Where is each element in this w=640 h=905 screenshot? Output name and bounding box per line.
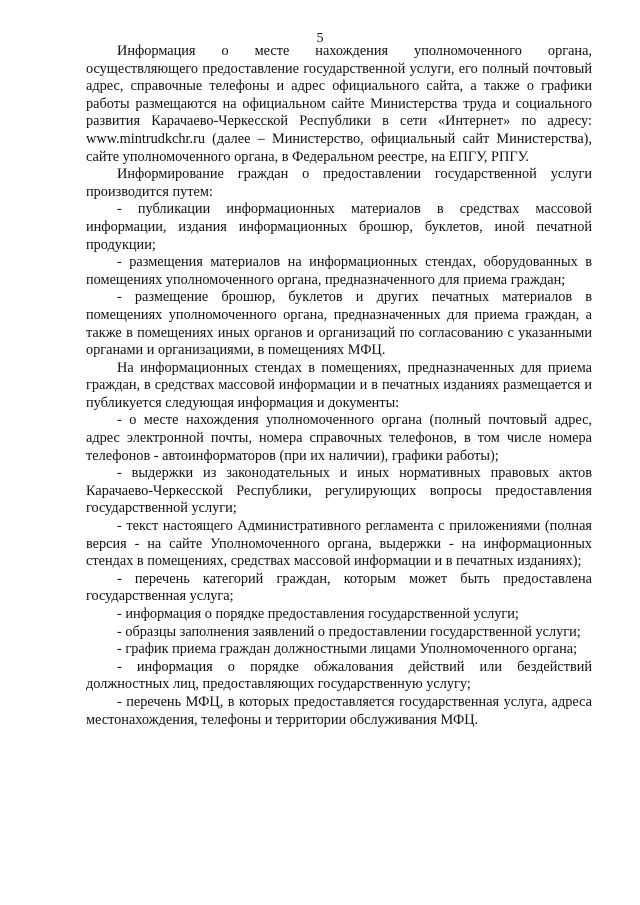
- list-item-mfc-list: - перечень МФЦ, в которых предоставляется государственная услуга, адреса местонахождения, телефоны и территории обслуживания МФЦ.: [86, 693, 592, 728]
- document-body: [86, 43, 592, 729]
- list-item-publications: - публикации информационных материалов в средствах массовой информации, издания информационных брошюр, буклетов, иной печатной продукции;: [86, 201, 592, 253]
- list-item-reception-schedule: - график приема граждан должностными лицами Уполномоченного органа;: [117, 641, 578, 658]
- paragraph-stand-contents: На информационных стендах в помещениях, предназначенных для приема граждан, в средствах массовой информации и в печатных изданиях размещается и публикуется следующая информация и документы:: [86, 359, 592, 411]
- list-item-legal-acts: - выдержки из законодательных и иных нормативных правовых актов Карачаево-Черкесской Республики, регулирующих вопросы предоставления государственной услуги;: [86, 465, 592, 517]
- paragraph-informing-methods: Информирование граждан о предоставлении государственной услуги производится путем:: [86, 166, 592, 200]
- list-item-brochures: - размещение брошюр, буклетов и других печатных материалов в помещениях уполномоченного органа, предназначенных для приема граждан, а также в помещениях иных органов и организаций по согласованию с указанными органами и организациями, в помещениях МФЦ.: [86, 289, 592, 359]
- list-item-stands: - размещения материалов на информационных стендах, оборудованных в помещениях уполномоченного органа, предназначенного для приема граждан;: [86, 254, 592, 288]
- list-item-citizen-categories: - перечень категорий граждан, которым может быть предоставлена государственная услуга;: [86, 570, 592, 605]
- list-item-application-samples: - образцы заполнения заявлений о предоставлении государственной услуги;: [117, 623, 581, 640]
- list-item-appeal-procedure: - информация о порядке обжалования действий или бездействий должностных лиц, предоставляющих государственную услугу;: [86, 658, 592, 693]
- paragraph-info-location: Информация о месте нахождения уполномоченного органа, осуществляющего предоставление государственной услуги, его полный почтовый адрес, справочные телефоны и адрес официального сайта, а также о графики работы размещаются на официальном сайте Министерства труда и социального развития Карачаево-Черкесской Республики в сети «Интернет» по адресу: www.mintrudkchr.ru (далее – Министерство, официальный сайт Министерства), сайте уполномоченного органа, в Федеральном реестре, на ЕПГУ, РПГУ.: [86, 43, 592, 165]
- list-item-regulation-text: - текст настоящего Административного регламента с приложениями (полная версия - на сайте Уполномоченного органа, выдержки - на информационных стендах в помещениях, средствах массовой информации и в печатных изданиях);: [86, 518, 592, 570]
- list-item-location-info: - о месте нахождения уполномоченного органа (полный почтовый адрес, адрес электронной почты, номера справочных телефонов, в том числе номера телефонов - автоинформаторов (при их наличии), графики работы);: [86, 412, 592, 464]
- page-number: 5: [316, 31, 324, 46]
- list-item-procedure-info: - информация о порядке предоставления государственной услуги;: [117, 606, 519, 622]
